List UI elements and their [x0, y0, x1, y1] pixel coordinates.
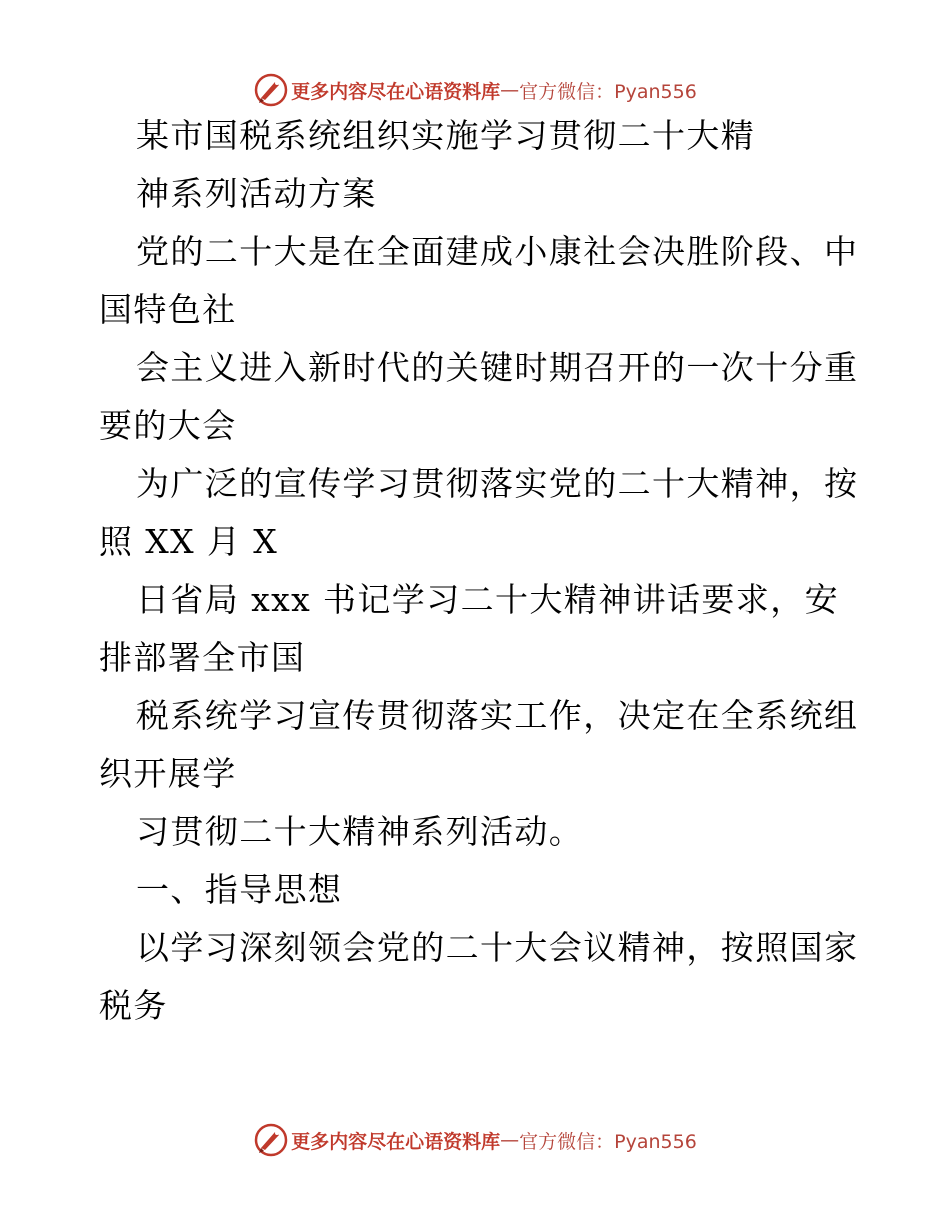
pen-logo-icon	[253, 1122, 289, 1158]
doc-title-line-1: 某市国税系统组织实施学习贯彻二十大精	[136, 116, 756, 155]
doc-text-line: 照 XX 月 X	[99, 522, 279, 561]
doc-text-line: 日省局 xxx 书记学习二十大精神讲话要求，安	[136, 580, 840, 619]
doc-section-heading: 一、指导思想	[136, 870, 343, 909]
banner-sub-text: 官方微信：Pyan556	[519, 1130, 697, 1153]
doc-text-line: 国特色社	[99, 290, 237, 329]
banner-dash: —	[500, 79, 520, 101]
doc-text-line: 要的大会	[99, 406, 237, 445]
doc-text-line: 税务	[99, 986, 168, 1025]
doc-text-line: 习贯彻二十大精神系列活动。	[136, 812, 584, 851]
doc-text-line: 以学习深刻领会党的二十大会议精神，按照国家	[136, 928, 859, 967]
doc-text-line: 会主义进入新时代的关键时期召开的一次十分重	[136, 348, 859, 387]
banner-main-text: 更多内容尽在心语资料库	[291, 80, 501, 103]
header-banner	[0, 70, 950, 110]
doc-text-line: 排部署全市国	[99, 638, 306, 677]
doc-title-line-2: 神系列活动方案	[136, 174, 377, 213]
footer-banner	[0, 1120, 950, 1160]
doc-text-line: 党的二十大是在全面建成小康社会决胜阶段、中	[136, 232, 859, 271]
doc-text-line: 织开展学	[99, 754, 237, 793]
banner-main-text: 更多内容尽在心语资料库	[291, 1130, 501, 1153]
pen-logo-icon	[253, 72, 289, 108]
banner-dash: —	[500, 1129, 520, 1151]
banner-sub-text: 官方微信：Pyan556	[519, 80, 697, 103]
doc-text-line: 税系统学习宣传贯彻落实工作，决定在全系统组	[136, 696, 859, 735]
doc-text-line: 为广泛的宣传学习贯彻落实党的二十大精神，按	[136, 464, 859, 503]
